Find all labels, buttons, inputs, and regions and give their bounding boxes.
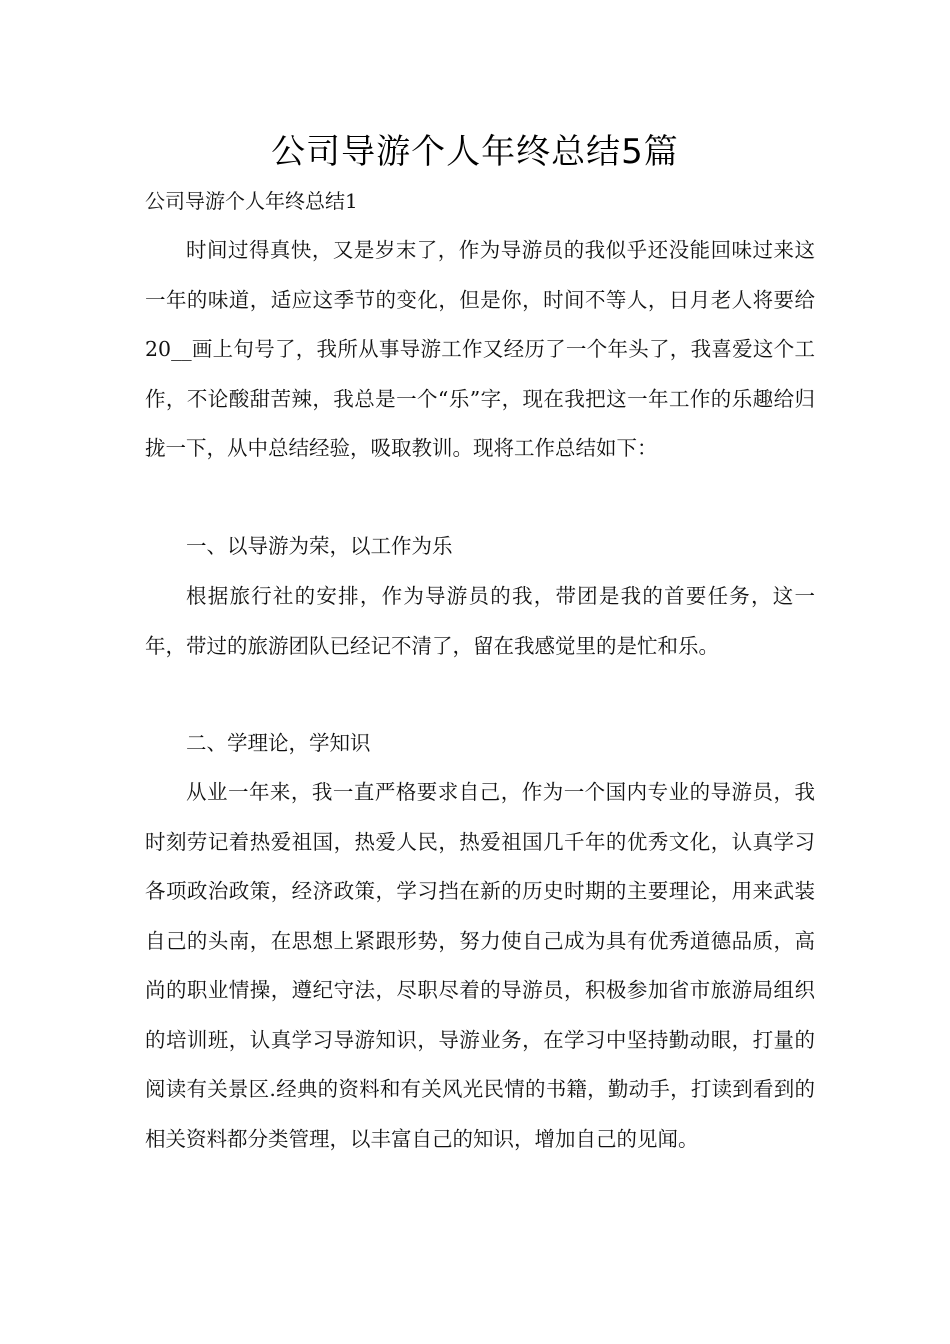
body-1-block — [145, 572, 815, 671]
heading-2-block — [145, 719, 815, 769]
section-heading: 公司导游个人年终总结1 — [145, 189, 358, 213]
body-2-block — [145, 768, 815, 1164]
intro-paragraph: 时间过得真快，又是岁末了，作为导游员的我似乎还没能回味过来这一年的味道，适应这季节的变化，但是你，时间不等人，日月老人将要给20__画上句号了，我所从事导游工作又经历了一个年头了，我喜爱这个工作，不论酸甜苦辣，我总是一个“乐”字，现在我把这一年工作的乐趣给归拢一下，从中总结经验，吸取教训。现将工作总结如下： — [145, 238, 815, 460]
body-paragraph-2: 从业一年来，我一直严格要求自己，作为一个国内专业的导游员，我时刻劳记着热爱祖国，热爱人民，热爱祖国几千年的优秀文化，认真学习各项政治政策，经济政策，学习挡在新的历史时期的主要理论，用来武装自己的头南，在思想上紧跟形势，努力使自己成为具有优秀道德品质，高尚的职业情操，遵纪守法，尽职尽着的导游员，积极参加省市旅游局组织的培训班，认真学习导游知识，导游业务，在学习中坚持勤动眼，打量的阅读有关景区.经典的资料和有关风光民情的书籍，勤动手，打读到看到的相关资料都分类管理，以丰富自己的知识，增加自己的见闻。 — [145, 780, 815, 1151]
body-paragraph-1: 根据旅行社的安排，作为导游员的我，带团是我的首要任务，这一年，带过的旅游团队已经记不清了，留在我感觉里的是忙和乐。 — [145, 584, 815, 658]
document-title: 公司导游个人年终总结5篇 — [271, 132, 679, 172]
intro-block — [145, 226, 815, 474]
subheading-2: 二、学理论，学知识 — [186, 731, 371, 755]
subheading-1: 一、以导游为荣，以工作为乐 — [186, 534, 453, 558]
heading-1-block — [145, 522, 815, 572]
